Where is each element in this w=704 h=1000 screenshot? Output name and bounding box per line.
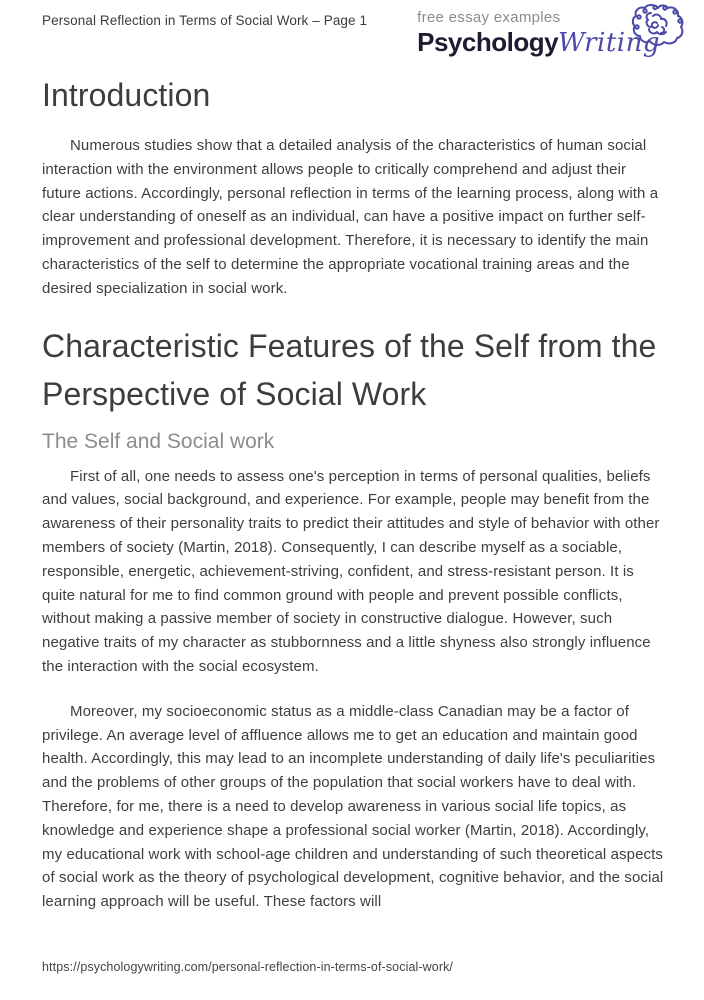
site-logo[interactable] (417, 9, 660, 57)
paragraph-introduction: Numerous studies show that a detailed analysis of the characteristics of human social interaction with the environment allows people to critically comprehend and adjust their future actions. Accordingly, personal reflection in terms of the learning process, along with a clear understanding of oneself as an individual, can have a positive impact on further self-improvement and professional development. Therefore, it is necessary to identify the main characteristics of the self to determine the appropriate vocational training areas and the desired specialization in social work. (42, 137, 659, 297)
heading-introduction: Introduction (42, 77, 211, 113)
logo-brand-secondary: Writing (558, 28, 660, 58)
logo-tagline: free essay examples (417, 9, 561, 26)
logo-brand (417, 28, 660, 57)
source-url[interactable]: https://psychologywriting.com/personal-reflection-in-terms-of-social-work/ (42, 960, 454, 974)
paragraph-socioeconomic-status: Moreover, my socioeconomic status as a middle-class Canadian may be a factor of privilege. An average level of affluence allows me to get an education and maintain good health. Accordingly, this may lead to an incomplete understanding of daily life's peculiarities and the problems of other groups of the population that social workers have to deal with. Therefore, for me, there is a need to develop awareness in various social life topics, as knowledge and experience shape a professional social worker (Martin, 2018). Accordingly, my educational work with school-age children and understanding of such theoretical aspects of social work as the theory of psychological development, cognitive behavior, and the social learning approach will be useful. These factors will (42, 702, 664, 911)
essay-content (42, 76, 666, 914)
heading-characteristic-features: Characteristic Features of the Self from the Perspective of Social Work (42, 327, 657, 412)
subheading-self-and-social-work: The Self and Social work (42, 429, 275, 453)
brain-icon (630, 2, 686, 50)
paragraph-self-assessment: First of all, one needs to assess one's perception in terms of personal qualities, beliefs and values, social background, and experience. For example, people may benefit from the awareness of their personality traits to predict their attitudes and style of behavior with other members of society (Martin, 2018). Consequently, I can describe myself as a sociable, responsible, energetic, achievement-striving, confident, and stress-resistant person. It is quite natural for me to find common ground with people and prevent possible conflicts, without making a passive member of society in constructive dialogue. However, such negative traits of my character as stubbornness and a little shyness also strongly influence the interaction with the social ecosystem. (42, 467, 660, 675)
document-title: Personal Reflection in Terms of Social Work – Page 1 (42, 13, 368, 28)
logo-brand-primary: Psychology (417, 27, 559, 57)
